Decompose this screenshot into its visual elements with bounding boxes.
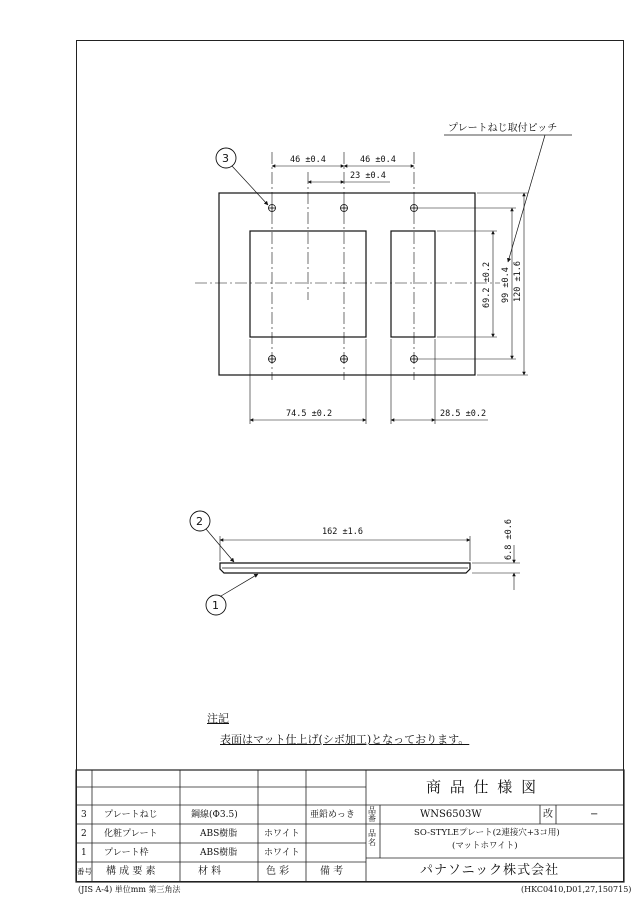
dim-pitch-left: 46 ±0.4 bbox=[290, 155, 326, 165]
screws-top bbox=[268, 204, 418, 212]
bom-row-color: ホワイト bbox=[264, 848, 300, 858]
bom-header-component: 構 成 要 素 bbox=[106, 866, 156, 877]
bom-row-component: プレートねじ bbox=[104, 810, 158, 820]
callout-number-3: 3 bbox=[222, 152, 229, 165]
name-line2: (マットホワイト) bbox=[452, 841, 518, 851]
pitch-leader bbox=[508, 135, 545, 262]
dim-pitch-right: 46 ±0.4 bbox=[360, 155, 396, 165]
bom-row-no: 3 bbox=[81, 810, 87, 820]
dim-opening-right-width: 28.5 ±0.2 bbox=[440, 409, 487, 419]
screws-bottom bbox=[268, 355, 418, 363]
callout-number-2: 2 bbox=[196, 515, 203, 528]
bom-row-material: 鋼線(Φ3.5) bbox=[191, 810, 238, 820]
revision-label: 改 bbox=[543, 809, 553, 820]
name-label: 品名 bbox=[368, 829, 376, 847]
opening-right bbox=[391, 231, 435, 337]
dim-screw-pitch-v: 99 ±0.4 bbox=[501, 267, 511, 303]
plate-outline bbox=[219, 193, 475, 375]
bom-row-material: ABS樹脂 bbox=[200, 829, 238, 839]
dim-thickness: 6.8 ±0.6 bbox=[504, 519, 514, 560]
notes-line1: 表面はマット仕上げ(シボ加工)となっております。 bbox=[220, 733, 470, 746]
bom-header-no: 番号 bbox=[77, 867, 92, 876]
footer-standard: (JIS A-4) 単位mm 第三角法 bbox=[78, 885, 181, 894]
bom-header-material: 材 料 bbox=[198, 866, 222, 877]
dim-opening-left-width: 74.5 ±0.2 bbox=[286, 409, 333, 419]
drawing-title: 商 品 仕 様 図 bbox=[426, 778, 539, 796]
dim-overall-height: 120 ±1.6 bbox=[513, 261, 523, 302]
bom-header-color: 色 彩 bbox=[266, 866, 290, 877]
callout-number-1: 1 bbox=[212, 599, 219, 612]
bom-row-remarks: 亜鉛めっき bbox=[310, 810, 355, 820]
part-no: WNS6503W bbox=[420, 809, 482, 820]
bom-row-color: ホワイト bbox=[264, 829, 300, 839]
bom-row-material: ABS樹脂 bbox=[200, 848, 238, 858]
part-no-label: 品番 bbox=[368, 806, 376, 823]
bom-row-component: 化粧プレート bbox=[104, 829, 158, 839]
dim-overall-width: 162 ±1.6 bbox=[322, 527, 363, 537]
name-line1: SO-STYLEプレート(2連接穴+3コ用) bbox=[414, 828, 560, 838]
bom-row-component: プレート枠 bbox=[104, 848, 149, 858]
company-name: パナソニック株式会社 bbox=[420, 863, 560, 878]
pitch-callout-label: プレートねじ取付ピッチ bbox=[448, 123, 558, 134]
bom-header-remarks: 備 考 bbox=[320, 866, 344, 877]
revision-value: − bbox=[590, 809, 599, 820]
dim-pitch-half: 23 ±0.4 bbox=[350, 171, 386, 181]
bom-row-no: 2 bbox=[81, 829, 87, 839]
bom-row-no: 1 bbox=[81, 848, 87, 858]
footer-code: (HKC0410,D01,27,150715) bbox=[521, 885, 632, 894]
dim-opening-height: 69.2 ±0.2 bbox=[482, 261, 492, 308]
notes-heading: 注記 bbox=[207, 712, 229, 725]
